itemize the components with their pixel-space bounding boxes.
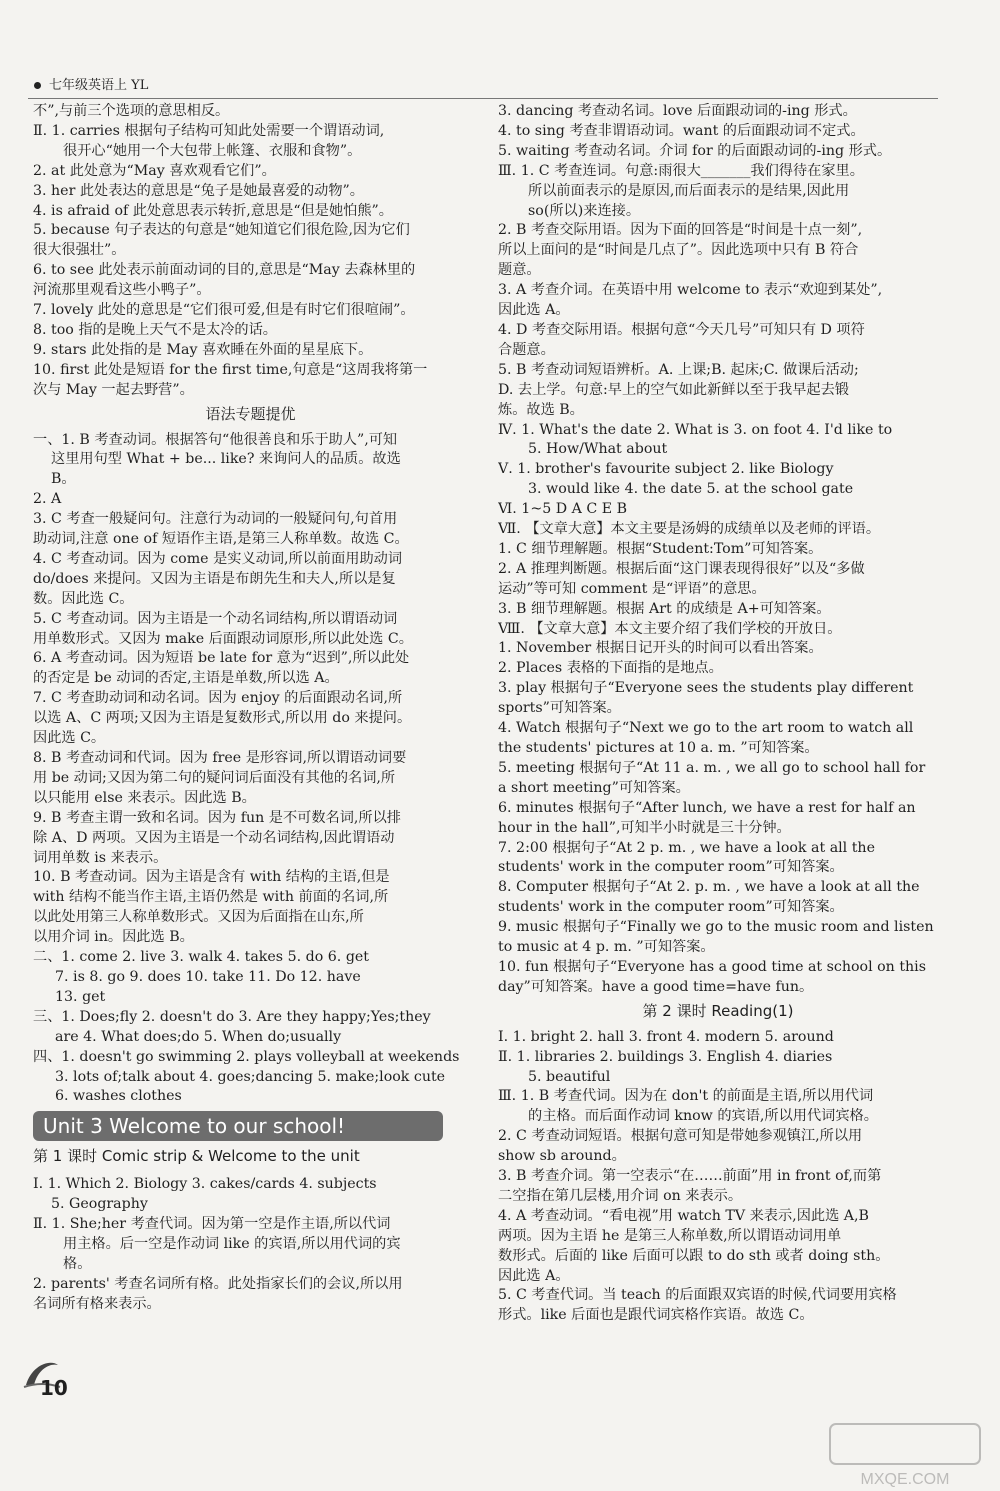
unit-title: Unit 3 Welcome to our school! xyxy=(33,1111,443,1141)
answer-line: so(所以)来连接。 xyxy=(528,202,641,219)
answer-line: 3. B 细节理解题。根据 Art 的成绩是 A+可知答案。 xyxy=(498,600,831,617)
answer-line: 4. C 考查动词。因为 come 是实义动词,所以前面用助动词 xyxy=(33,550,403,567)
answer-line: 不”,与前三个选项的意思相反。 xyxy=(33,103,230,119)
answer-line: 以只能用 else 来表示。因此选 B。 xyxy=(33,789,256,806)
answer-line: to music at 4 p. m. ”可知答案。 xyxy=(498,939,715,956)
answer-line: a short meeting”可知答案。 xyxy=(498,779,690,796)
answer-line: 名词所有格来表示。 xyxy=(33,1295,161,1312)
answer-line: 三、1. Does;fly 2. doesn't do 3. Are they happy;Yes;they xyxy=(33,1008,431,1025)
answer-line: 7. is 8. go 9. does 10. take 11. Do 12. have xyxy=(55,968,361,985)
answer-line: are 4. What does;do 5. When do;usually xyxy=(55,1028,342,1045)
answer-line: 因此选 A。 xyxy=(498,1267,570,1284)
answer-line: Ⅳ. 1. What's the date 2. What is 3. on foot 4. I'd like to xyxy=(498,421,893,438)
answer-line: 6. washes clothes xyxy=(55,1088,182,1105)
answer-line: 8. B 考查动词和代词。因为 free 是形容词,所以谓语动词要 xyxy=(33,750,407,766)
answer-line: 7. 2:00 根据句子“At 2 p. m. , we have a look at all the xyxy=(498,839,875,856)
answer-line: 数。因此选 C。 xyxy=(33,590,134,607)
answer-line: 合题意。 xyxy=(498,341,555,358)
answer-line: hour in the hall”,可知半小时就是三十分钟。 xyxy=(498,819,791,836)
answer-line: 6. to see 此处表示前面动词的目的,意思是“May 去森林里的 xyxy=(33,262,416,279)
answer-line: 10. B 考查动词。因为主语是含有 with 结构的主语,但是 xyxy=(33,869,390,886)
answer-line: 两项。因为主语 he 是第三人称单数,所以谓语动词用单 xyxy=(498,1227,842,1244)
answer-line: Ⅰ. 1. Which 2. Biology 3. cakes/cards 4. subjects xyxy=(33,1176,377,1193)
answer-line: 13. get xyxy=(55,988,106,1005)
answer-line: Ⅴ. 1. brother's favourite subject 2. like Biology xyxy=(498,461,834,478)
answer-line: 的主格。而后面作动词 know 的宾语,所以用代词宾格。 xyxy=(528,1108,878,1125)
answer-line: 因此选 C。 xyxy=(33,730,106,747)
answer-line: 9. stars 此处指的是 May 喜欢睡在外面的星星底下。 xyxy=(33,341,373,358)
answer-line: 4. D 考查交际用语。根据句意“今天几号”可知只有 D 项符 xyxy=(498,321,865,338)
answer-line: 以用介词 in。因此选 B。 xyxy=(33,929,194,946)
answer-line: 4. A 考查动词。“看电视”用 watch TV 来表示,因此选 A,B xyxy=(498,1207,869,1224)
answer-line: 因此选 A。 xyxy=(498,302,570,319)
answer-line: 这里用句型 What + be... like? 来询问人的品质。故选 xyxy=(51,451,401,468)
page-header xyxy=(28,76,938,99)
answer-line: 3. A 考查介词。在英语中用 welcome to 表示“欢迎到某处”, xyxy=(498,282,883,299)
answer-line: 8. too 指的是晚上天气不是太冷的话。 xyxy=(33,321,277,338)
answer-line: 3. play 根据句子“Everyone sees the students play different xyxy=(498,680,914,697)
answer-line: Ⅶ. 【文章大意】本文主要是汤姆的成绩单以及老师的评语。 xyxy=(498,521,881,538)
answer-line: 2. at 此处意为“May 喜欢观看它们”。 xyxy=(33,162,276,179)
answer-line: students' work in the computer room”可知答案。 xyxy=(498,859,844,876)
answer-line: 4. to sing 考查非谓语动词。want 的后面跟动词不定式。 xyxy=(498,122,865,139)
answer-line: 5. B 考查动词短语辨析。A. 上课;B. 起床;C. 做课后活动; xyxy=(498,361,859,378)
answer-line: 2. C 考查动词短语。根据句意可知是带她参观镇江,所以用 xyxy=(498,1128,863,1145)
answer-line: 5. beautiful xyxy=(528,1068,611,1085)
answer-line: 3. C 考查一般疑问句。注意行为动词的一般疑问句,句首用 xyxy=(33,511,398,528)
answer-line: D. 去上学。句意:早上的空气如此新鲜以至于我早起去锻 xyxy=(498,381,849,398)
answer-line: 1. November 根据日记开头的时间可以看出答案。 xyxy=(498,640,823,657)
page-number: 10 xyxy=(40,1376,68,1400)
answer-line: Ⅱ. 1. libraries 2. buildings 3. English 4. diaries xyxy=(498,1048,833,1065)
left-column xyxy=(33,102,468,1315)
answer-line: 用 be 动词;又因为第二句的疑问词后面没有其他的名词,所 xyxy=(33,769,396,786)
answer-line: Ⅰ. 1. bright 2. hall 3. front 4. modern 5. around xyxy=(498,1028,834,1045)
answer-line: 2. A xyxy=(33,491,62,508)
answer-line: 2. parents' 考查名词所有格。此处指家长们的会议,所以用 xyxy=(33,1275,403,1292)
lesson-title: 第 1 课时 Comic strip & Welcome to the unit xyxy=(33,1147,360,1166)
right-column xyxy=(498,102,938,1326)
answer-line: 词用单数 is 来表示。 xyxy=(33,849,168,866)
answer-line: 5. C 考查代词。当 teach 的后面跟双宾语的时候,代词要用宾格 xyxy=(498,1287,897,1304)
header-title: 七年级英语上 YL xyxy=(49,78,149,93)
answer-line: 用单数形式。又因为 make 后面跟动词原形,所以此处选 C。 xyxy=(33,630,413,647)
answer-line: 运动”等可知 comment 是“评语”的意思。 xyxy=(498,580,766,597)
answer-line: 5. waiting 考查动名词。介词 for 的后面跟动词的-ing 形式。 xyxy=(498,142,892,159)
answer-line: day”可知答案。have a good time=have fun。 xyxy=(498,978,814,995)
answer-line: 6. A 考查动词。因为短语 be late for 意为“迟到”,所以此处 xyxy=(33,650,410,667)
answer-line: 四、1. doesn't go swimming 2. plays volleyball at weekends xyxy=(33,1048,460,1065)
answer-line: the students' pictures at 10 a. m. ”可知答案。 xyxy=(498,740,819,756)
answer-line: 形式。like 后面也是跟代词宾格作宾语。故选 C。 xyxy=(498,1307,814,1324)
answer-line: 以选 A、C 两项;又因为主语是复数形式,所以用 do 来提问。 xyxy=(33,710,412,727)
answer-line: 以此处用第三人称单数形式。又因为后面指在山东,所 xyxy=(33,909,364,926)
answer-line: 2. Places 表格的下面指的是地点。 xyxy=(498,660,723,677)
answer-line: 所以上面问的是“时间是几点了”。因此选项中只有 B 符合 xyxy=(498,242,859,259)
answer-line: 助动词,注意 one of 短语作主语,是第三人称单数。故选 C。 xyxy=(33,531,409,548)
answer-line: 次与 May 一起去野营”。 xyxy=(33,381,194,398)
answer-line: 3. her 此处表达的意思是“兔子是她最喜爱的动物”。 xyxy=(33,182,364,199)
answer-line: 2. B 考查交际用语。因为下面的回答是“时间是十点一刻”, xyxy=(498,222,863,239)
section-title: 语法专题提优 xyxy=(205,404,296,423)
answer-line: 7. lovely 此处的意思是“它们很可爱,但是有时它们很喧闹”。 xyxy=(33,302,415,319)
answer-line: 3. would like 4. the date 5. at the school gate xyxy=(528,481,854,498)
answer-line: 数形式。后面的 like 后面可以跟 to do sth 或者 doing sth。 xyxy=(498,1247,890,1264)
answer-line: Ⅷ. 【文章大意】本文主要介绍了我们学校的开放日。 xyxy=(498,620,842,637)
answer-line: 用主格。后一空是作动词 like 的宾语,所以用代词的宾 xyxy=(63,1235,401,1252)
answer-line: 二、1. come 2. live 3. walk 4. takes 5. do 6. get xyxy=(33,949,369,966)
answer-line: 5. How/What about xyxy=(528,441,668,458)
answer-line: 格。 xyxy=(63,1255,92,1272)
answer-line: with 结构不能当作主语,主语仍然是 with 前面的名词,所 xyxy=(33,889,389,906)
answer-line: 9. music 根据句子“Finally we go to the music room and listen xyxy=(498,919,934,936)
answer-line: 题意。 xyxy=(498,262,541,279)
answer-line: 5. Geography xyxy=(51,1196,148,1213)
answer-line: 4. is afraid of 此处意思表示转折,意思是“但是她怕熊”。 xyxy=(33,202,393,219)
answer-line: Ⅲ. 1. B 考查代词。因为在 don't 的前面是主语,所以用代词 xyxy=(498,1088,874,1105)
answer-line: 10. fun 根据句子“Everyone has a good time at school on this xyxy=(498,958,926,975)
answer-line: sports”可知答案。 xyxy=(498,700,621,717)
answer-line: Ⅱ. 1. carries 根据句子结构可知此处需要一个谓语动词, xyxy=(33,122,385,139)
answer-line: 很大很强壮”。 xyxy=(33,242,126,259)
answer-line: 炼。故选 B。 xyxy=(498,401,584,418)
answer-line: 7. C 考查助动词和动名词。因为 enjoy 的后面跟动名词,所 xyxy=(33,690,403,707)
answer-line: 9. B 考查主谓一致和名词。因为 fun 是不可数名词,所以排 xyxy=(33,809,401,826)
watermark-text: MXQE.COM xyxy=(860,1471,950,1488)
answer-line: 的否定是 be 动词的否定,主语是单数,所以选 A。 xyxy=(33,670,339,687)
answer-line: Ⅲ. 1. C 考查连词。句意:雨很大_______我们得待在家里。 xyxy=(498,162,864,179)
answer-line: 5. because 句子表达的句意是“她知道它们很危险,因为它们 xyxy=(33,222,410,239)
bullet-icon xyxy=(34,82,41,89)
answer-line: 很开心“她用一个大包带上帐篷、衣服和食物”。 xyxy=(63,142,362,159)
answer-line: B。 xyxy=(51,471,76,488)
answer-line: Ⅵ. 1~5 D A C E B xyxy=(498,501,628,518)
answer-line: 5. meeting 根据句子“At 11 a. m. , we all go to school hall for xyxy=(498,759,926,776)
answer-line: Ⅱ. 1. She;her 考查代词。因为第一空是作主语,所以代词 xyxy=(33,1216,391,1233)
answer-line: show sb around。 xyxy=(498,1148,626,1165)
answer-line: 8. Computer 根据句子“At 2. p. m. , we have a look at all the xyxy=(498,879,920,896)
answer-line: 河流那里观看这些小鸭子”。 xyxy=(33,282,211,299)
section-title: 第 2 课时 Reading(1) xyxy=(642,1001,794,1020)
answer-line: 10. first 此处是短语 for the first time,句意是“这周我将第一 xyxy=(33,361,428,378)
answer-line: 3. lots of;talk about 4. goes;dancing 5. make;look cute xyxy=(55,1068,446,1085)
answer-line: 1. C 细节理解题。根据“Student:Tom”可知答案。 xyxy=(498,540,823,557)
answer-line: 6. minutes 根据句子“After lunch, we have a rest for half an xyxy=(498,799,916,816)
watermark-logo xyxy=(820,1420,990,1490)
answer-line: 一、1. B 考查动词。根据答句“他很善良和乐于助人”,可知 xyxy=(33,431,398,448)
answer-line: 3. dancing 考查动名词。love 后面跟动词的-ing 形式。 xyxy=(498,103,857,119)
answer-line: 除 A、D 两项。又因为主语是一个动名词结构,因此谓语动 xyxy=(33,829,395,846)
answer-line: 4. Watch 根据句子“Next we go to the art room to watch all xyxy=(498,720,914,737)
answer-line: do/does 来提问。又因为主语是布朗先生和夫人,所以是复 xyxy=(33,570,396,587)
answer-line: 2. A 推理判断题。根据后面“这门课表现得很好”以及“多做 xyxy=(498,560,865,577)
answer-line: 所以前面表示的是原因,而后面表示的是结果,因此用 xyxy=(528,182,850,199)
answer-line: 3. B 考查介词。第一空表示“在……前面”用 in front of,而第 xyxy=(498,1168,882,1185)
answer-line: students' work in the computer room”可知答案。 xyxy=(498,899,844,916)
answer-line: 二空指在第几层楼,用介词 on 来表示。 xyxy=(498,1187,743,1204)
answer-line: 5. C 考查动词。因为主语是一个动名词结构,所以谓语动词 xyxy=(33,610,398,627)
